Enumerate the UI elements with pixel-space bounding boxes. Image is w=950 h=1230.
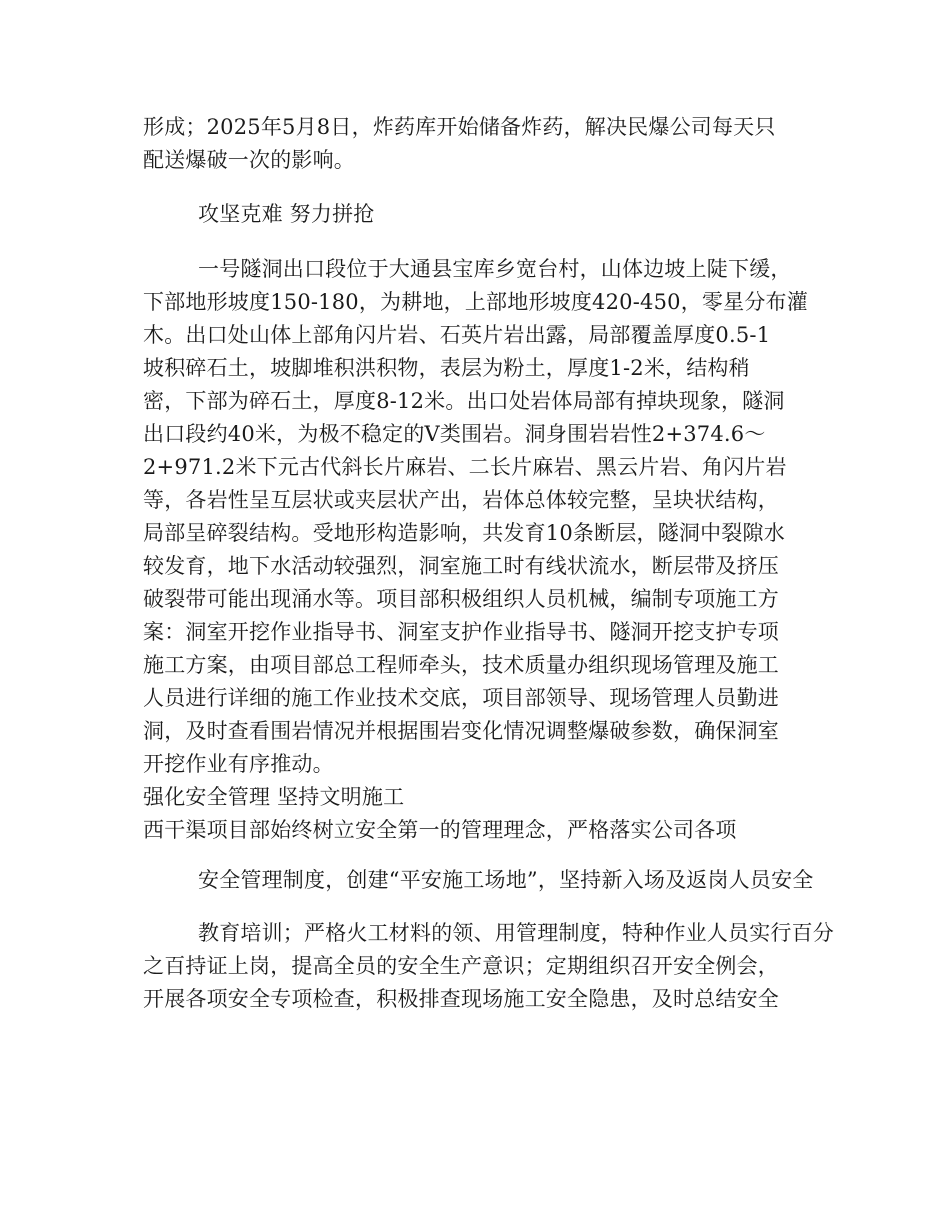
paragraph-line: 形成；2025年5月8日，炸药库开始储备炸药，解决民爆公司每天只 (143, 115, 776, 139)
paragraph-line: 开挖作业有序推动。 (143, 752, 334, 776)
section-heading: 攻坚克难 努力拼抢 (198, 202, 375, 226)
paragraph-line: 坡积碎石土，坡脚堆积洪积物，表层为粉土，厚度1-2米，结构稍 (143, 356, 750, 380)
paragraph-line: 木。出口处山体上部角闪片岩、石英片岩出露，局部覆盖厚度0.5-1 (143, 323, 771, 347)
paragraph-line: 案：洞室开挖作业指导书、洞室支护作业指导书、隧洞开挖支护专项 (143, 620, 779, 644)
paragraph-line: 破裂带可能出现涌水等。项目部积极组织人员机械，编制专项施工方 (143, 587, 779, 611)
paragraph-line: 较发育，地下水活动较强烈，洞室施工时有线状流水，断层带及挤压 (143, 554, 779, 578)
paragraph-line: 局部呈碎裂结构。受地形构造影响，共发育10条断层，隧洞中裂隙水 (143, 521, 785, 545)
paragraph-line: 出口段约40米，为极不稳定的Ⅴ类围岩。洞身围岩岩性2+374.6～ (143, 422, 766, 446)
paragraph-line: 密，下部为碎石土，厚度8-12米。出口处岩体局部有掉块现象，隧洞 (143, 389, 785, 413)
paragraph-line: 洞，及时查看围岩情况并根据围岩变化情况调整爆破参数，确保洞室 (143, 719, 779, 743)
paragraph-line: 一号隧洞出口段位于大通县宝库乡宽台村，山体边坡上陡下缓， (198, 257, 792, 281)
paragraph-line: 施工方案，由项目部总工程师牵头，技术质量办组织现场管理及施工 (143, 653, 779, 677)
paragraph-line: 教育培训；严格火工材料的领、用管理制度，特种作业人员实行百分 (198, 921, 834, 945)
section-heading: 安全管理制度，创建“平安施工场地”，坚持新入场及返岗人员安全 (198, 868, 814, 892)
paragraph-line: 之百持证上岗，提高全员的安全生产意识；定期组织召开安全例会， (143, 954, 779, 978)
paragraph-line: 强化安全管理 坚持文明施工 (143, 785, 405, 809)
paragraph-line: 下部地形坡度150-180，为耕地，上部地形坡度420-450，零星分布灌 (143, 290, 808, 314)
paragraph-line: 西干渠项目部始终树立安全第一的管理理念，严格落实公司各项 (143, 818, 737, 842)
paragraph-line: 等，各岩性呈互层状或夹层状产出，岩体总体较完整，呈块状结构， (143, 488, 779, 512)
paragraph-line: 开展各项安全专项检查，积极排查现场施工安全隐患，及时总结安全 (143, 987, 779, 1011)
paragraph-line: 人员进行详细的施工作业技术交底，项目部领导、现场管理人员勤进 (143, 686, 779, 710)
paragraph-line: 配送爆破一次的影响。 (143, 148, 355, 172)
paragraph-line: 2+971.2米下元古代斜长片麻岩、二长片麻岩、黑云片岩、角闪片岩 (143, 455, 787, 479)
